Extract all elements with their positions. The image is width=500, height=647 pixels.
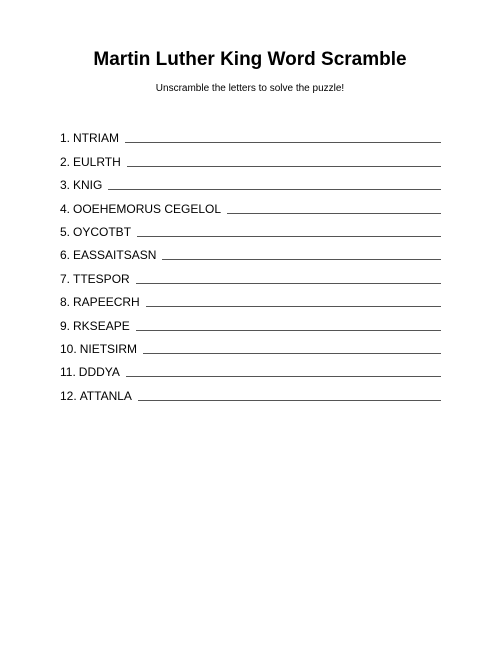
answer-line[interactable]: [125, 142, 441, 143]
scrambled-word: OYCOTBT: [73, 224, 132, 239]
item-number: 12.: [60, 388, 77, 403]
scrambled-word: EASSAITSASN: [73, 248, 157, 263]
answer-line[interactable]: [108, 189, 441, 190]
item-number: 5.: [60, 224, 71, 239]
scramble-item: [60, 262, 441, 285]
scrambled-word: TTESPOR: [73, 271, 130, 286]
item-number: 2.: [60, 154, 71, 169]
answer-line[interactable]: [227, 213, 441, 214]
answer-line[interactable]: [162, 259, 441, 260]
scrambled-word: OOEHEMORUS CEGELOL: [73, 201, 222, 216]
item-number: 3.: [60, 178, 71, 193]
answer-line[interactable]: [143, 353, 441, 354]
scrambled-word: DDDYA: [78, 365, 120, 380]
item-number: 7.: [60, 271, 71, 286]
scrambled-word: RKSEAPE: [73, 318, 130, 333]
page-title: Martin Luther King Word Scramble: [93, 49, 407, 70]
scrambled-word: ATTANLA: [79, 388, 132, 403]
item-number: 9.: [60, 318, 71, 333]
answer-line[interactable]: [138, 400, 441, 401]
scramble-item: [60, 286, 441, 309]
scramble-list: [60, 122, 441, 403]
scramble-item: [60, 145, 441, 168]
item-number: 4.: [60, 201, 71, 216]
item-number: 1.: [60, 131, 71, 146]
scrambled-word: NIETSIRM: [79, 341, 138, 356]
scramble-item: [60, 169, 441, 192]
scrambled-word: NTRIAM: [73, 131, 120, 146]
scramble-item: [60, 216, 441, 239]
scrambled-word: KNIG: [73, 178, 103, 193]
scrambled-word: EULRTH: [73, 154, 121, 169]
scramble-item: [60, 122, 441, 145]
scramble-item: [60, 333, 441, 356]
item-number: 11.: [60, 365, 76, 380]
answer-line[interactable]: [136, 283, 441, 284]
scrambled-word: RAPEECRH: [73, 295, 140, 310]
answer-line[interactable]: [127, 166, 441, 167]
answer-line[interactable]: [126, 376, 441, 377]
item-number: 10.: [60, 341, 77, 356]
scramble-item: [60, 356, 441, 379]
answer-line[interactable]: [146, 306, 441, 307]
scramble-item: [60, 239, 441, 262]
item-number: 6.: [60, 248, 71, 263]
answer-line[interactable]: [137, 236, 441, 237]
scramble-item: [60, 309, 441, 332]
item-number: 8.: [60, 295, 71, 310]
scramble-item: [60, 379, 441, 402]
answer-line[interactable]: [136, 330, 441, 331]
instructions: Unscramble the letters to solve the puzzle!: [155, 83, 345, 94]
scramble-item: [60, 192, 441, 215]
